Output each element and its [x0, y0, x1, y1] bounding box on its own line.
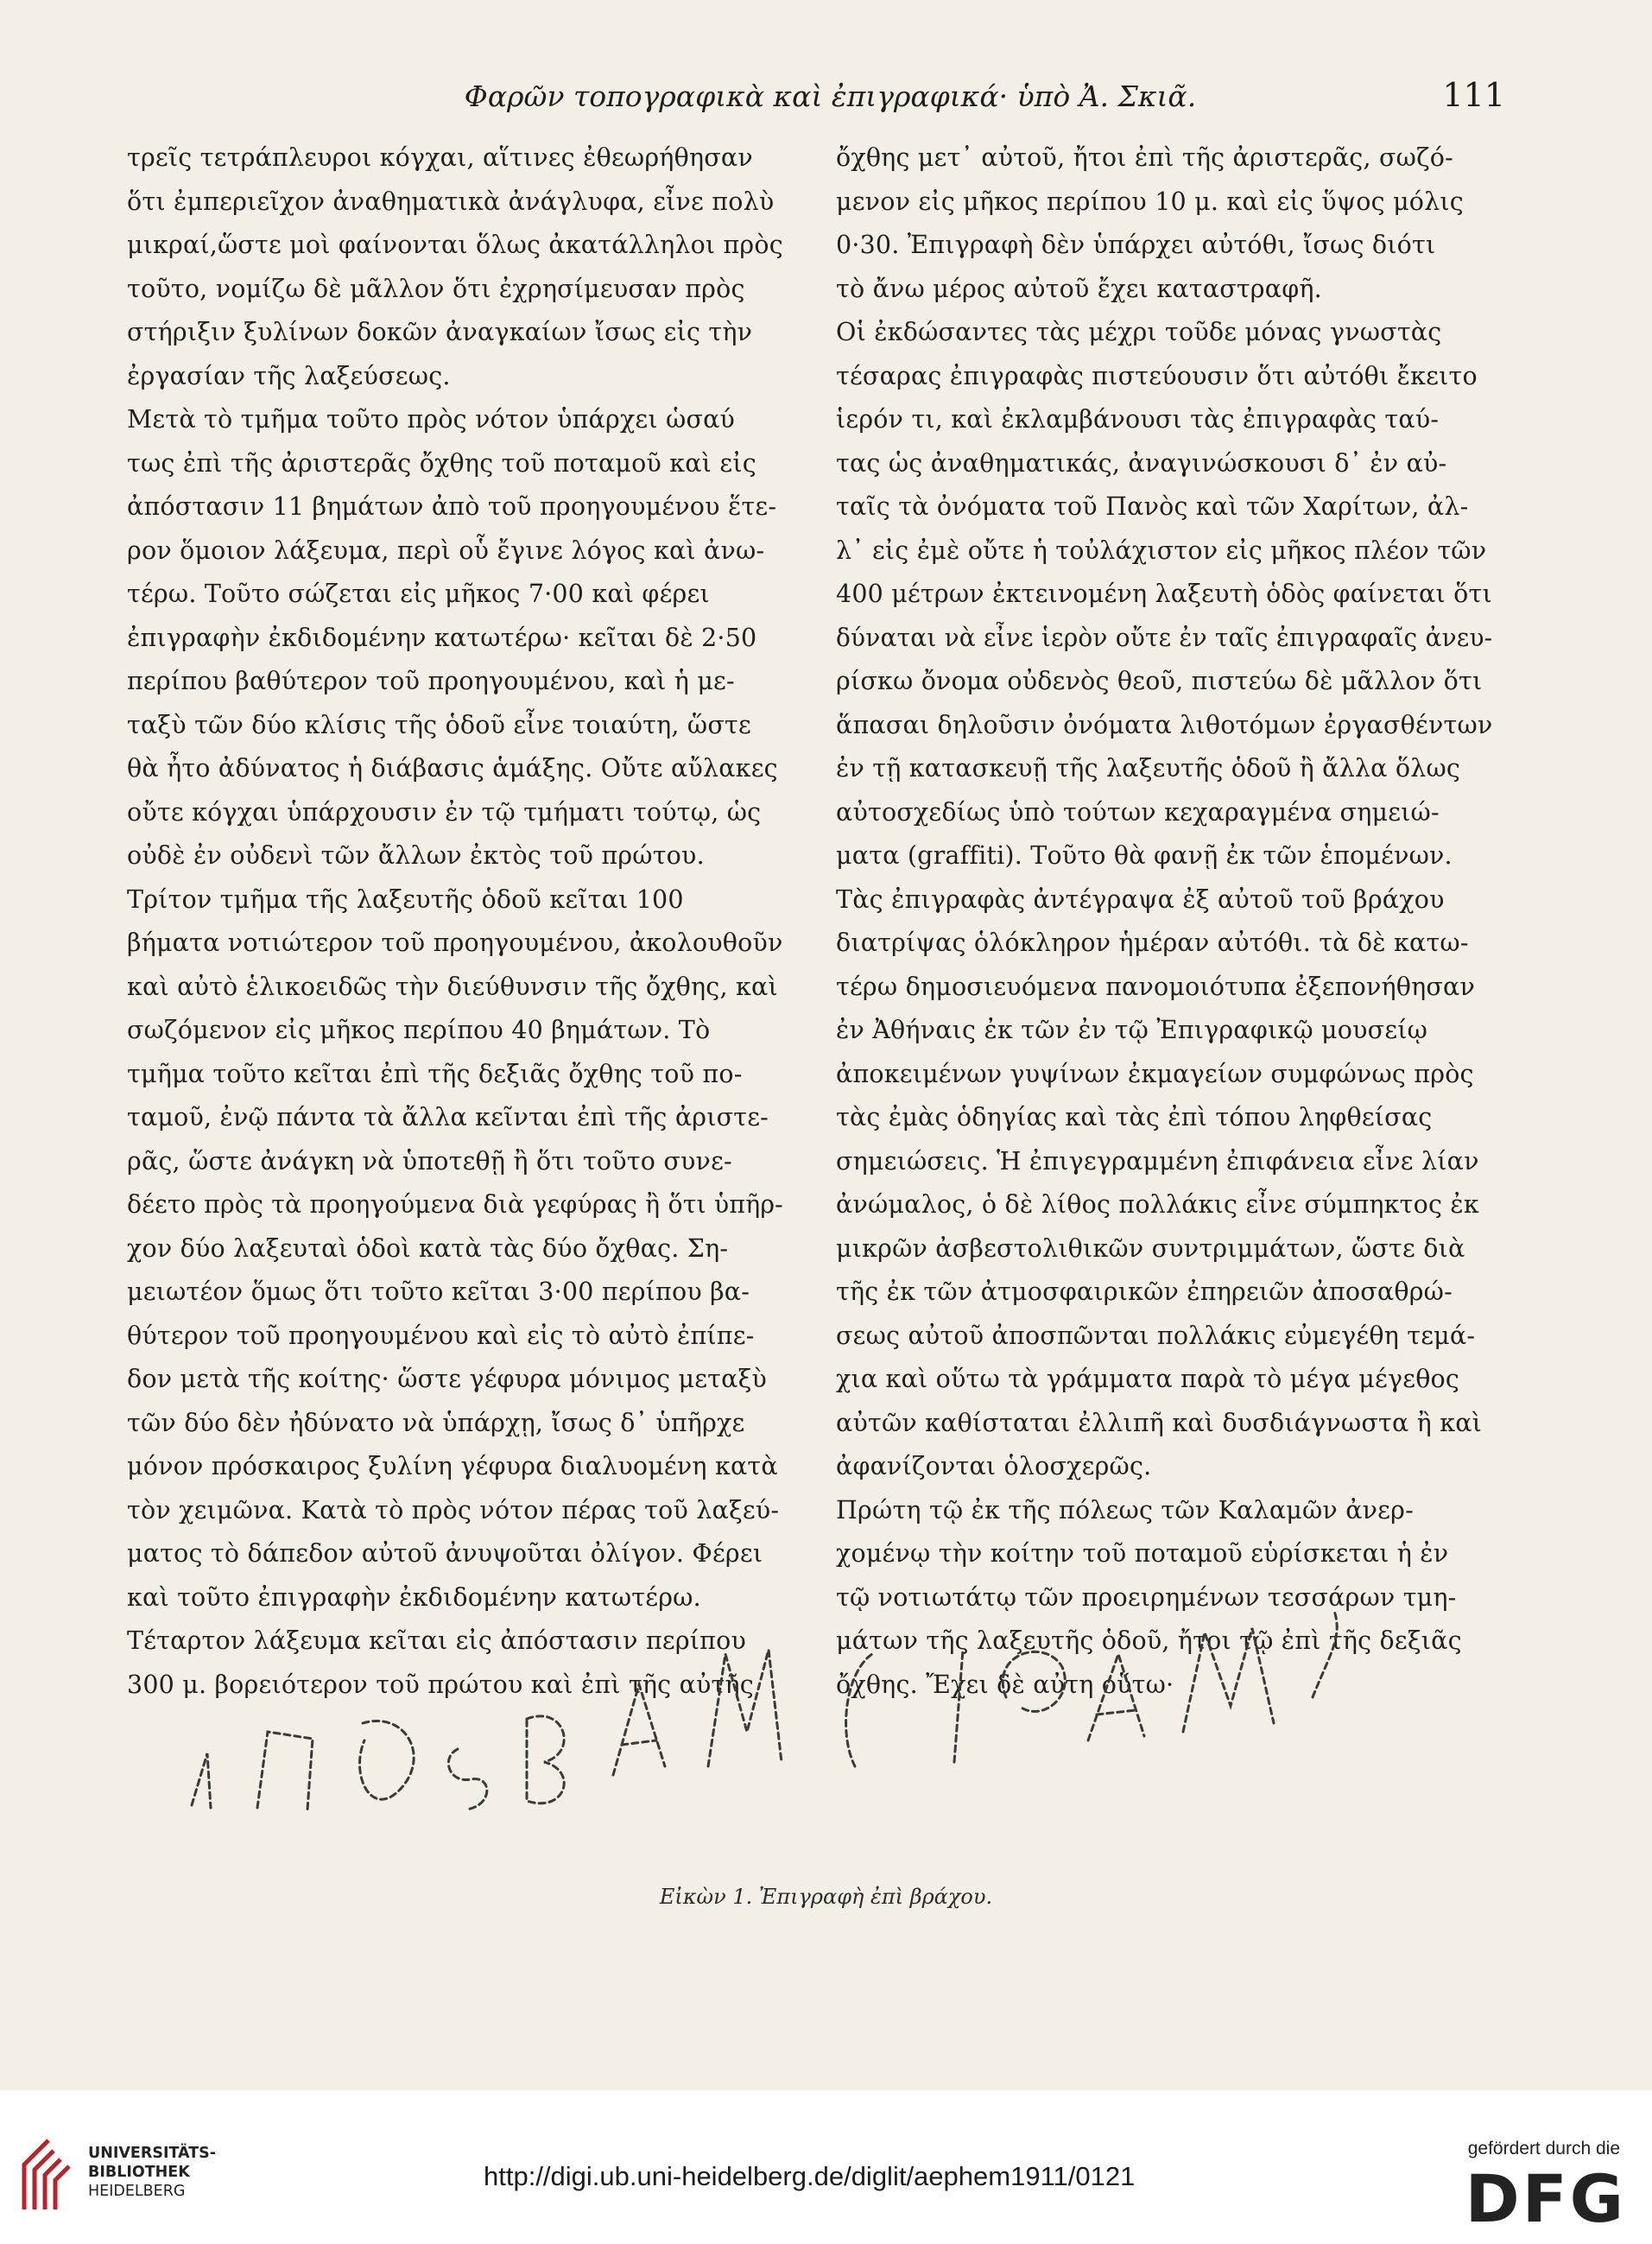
text-line: Τέταρτον λάξευμα κεῖται εἰς ἀπόστασιν περίπου [127, 1626, 746, 1655]
running-header [155, 76, 1505, 124]
text-line: ἀποκειμένων γυψίνων ἐκμαγείων συμφώνως πρὸς [836, 1059, 1474, 1088]
text-line: ὄχθης μετ᾽ αὐτοῦ, ἤτοι ἐπὶ τῆς ἀριστερᾶς, σωζό- [836, 143, 1453, 172]
library-name-line: BIBLIOTHEK [88, 2164, 190, 2181]
page-number: 111 [1442, 76, 1505, 114]
text-line: μόνον πρόσκαιρος ξυλίνη γέφυρα διαλυομένη κατὰ [127, 1452, 778, 1480]
text-line: τέρω δημοσιευόμενα πανομοιότυπα ἐξεπονήθησαν [836, 972, 1476, 1001]
text-line: ἀνώμαλος, ὁ δὲ λίθος πολλάκις εἶνε σύμπηκτος ἐκ [836, 1190, 1479, 1219]
text-line: δον μετὰ τῆς κοίτης· ὥστε γέφυρα μόνιμος μεταξὺ [127, 1365, 768, 1393]
text-line: δύναται νὰ εἶνε ἱερὸν οὔτε ἐν ταῖς ἐπιγραφαῖς ἀνευ- [836, 623, 1493, 652]
text-line: μενον εἰς μῆκος περίπου 10 μ. καὶ εἰς ὕψος μόλις [836, 187, 1464, 216]
text-line: τέσαρας ἐπιγραφὰς πιστεύουσιν ὅτι αὐτόθι ἔκειτο [836, 361, 1478, 390]
text-line: καὶ αὐτὸ ἑλικοειδῶς τὴν διεύθυνσιν τῆς ὄχθης, καὶ [127, 972, 778, 1001]
digitization-footer [0, 2090, 1652, 2244]
inscription-stroke [846, 1654, 872, 1766]
text-line: τὰς ἐμὰς ὁδηγίας καὶ τὰς ἐπὶ τόπου ληφθείσας [836, 1103, 1433, 1132]
text-line: ματα (graffiti). Τοῦτο θὰ φανῇ ἐκ τῶν ἑπομένων. [836, 841, 1453, 870]
text-line: Πρώτη τῷ ἐκ τῆς πόλεως τῶν Καλαμῶν ἀνερ- [836, 1495, 1414, 1525]
text-line: μικρῶν ἀσβεστολιθικῶν συντριμμάτων, ὥστε διὰ [836, 1233, 1465, 1263]
text-line: 400 μέτρων ἐκτεινομένη λαξευτὴ ὁδὸς φαίνεται ὅτι [836, 580, 1492, 608]
text-line: τρεῖς τετράπλευροι κόγχαι, αἵτινες ἐθεωρήθησαν [127, 143, 753, 172]
funded-by-text: gefördert durch die [1467, 2139, 1620, 2158]
text-line: αὐτῶν καθίσταται ἐλλιπῆ καὶ δυσδιάγνωστα ἢ καὶ [836, 1408, 1483, 1437]
text-line: μικραί,ὥστε μοὶ φαίνονται ὅλως ἀκατάλληλοι πρὸς [127, 231, 783, 259]
header-title: Φαρῶν τοπογραφικὰ καὶ ἐπιγραφικά· ὑπὸ Ἀ. Σκιᾶ. [464, 79, 1197, 113]
text-line: χον δύο λαξευταὶ ὁδοὶ κατὰ τὰς δύο ὄχθας. Ση- [127, 1233, 729, 1263]
text-line: ἐργασίαν τῆς λαξεύσεως. [127, 361, 451, 390]
inscription-stroke [1313, 1611, 1337, 1697]
text-line: τὸ ἄνω μέρος αὐτοῦ ἔχει καταστραφῆ. [836, 274, 1322, 303]
inscription-stroke [360, 1721, 415, 1799]
figure-caption: Εἰκὼν 1. Ἐπιγραφὴ ἐπὶ βράχου. [659, 1885, 993, 1909]
text-line: τμῆμα τοῦτο κεῖται ἐπὶ τῆς δεξιᾶς ὄχθης τοῦ πο- [127, 1059, 743, 1088]
text-line: οὐδὲ ἐν οὐδενὶ τῶν ἄλλων ἐκτὸς τοῦ πρώτου. [127, 841, 705, 870]
text-line: τας ὡς ἀναθηματικάς, ἀναγινώσκουσι δ᾽ ἐν αὐ- [836, 448, 1447, 478]
text-line: ἀπόστασιν 11 βημάτων ἀπὸ τοῦ προηγουμένου ἕτε- [127, 492, 777, 521]
library-name-line: UNIVERSITÄTS- [88, 2145, 217, 2162]
text-line: περίπου βαθύτερον τοῦ προηγουμένου, καὶ ἡ με- [127, 667, 735, 695]
inscription-stroke [257, 1732, 313, 1810]
inscription-stroke [527, 1716, 564, 1803]
inscription-stroke [1088, 1654, 1144, 1740]
text-line: σωζόμενον εἰς μῆκος περίπου 40 βημάτων. Τὸ [127, 1016, 711, 1044]
text-line: χομένῳ τὴν κοίτην τοῦ ποταμοῦ εὑρίσκεται ἡ ἐν [836, 1539, 1449, 1568]
inscription-stroke [708, 1650, 782, 1766]
text-line: τοῦτο, νομίζω δὲ μᾶλλον ὅτι ἐχρησίμευσαν πρὸς [127, 274, 745, 303]
text-line: Τὰς ἐπιγραφὰς ἀντέγραψα ἐξ αὐτοῦ τοῦ βράχου [836, 884, 1445, 914]
text-line: Τρίτον τμῆμα τῆς λαξευτῆς ὁδοῦ κεῖται 100 [127, 884, 684, 914]
text-line: ἱερόν τι, καὶ ἐκλαμβάνουσι τὰς ἐπιγραφὰς ταύ- [836, 405, 1440, 434]
inscription-stroke [613, 1684, 665, 1775]
text-line: τως ἐπὶ τῆς ἀριστερᾶς ὄχθης τοῦ ποταμοῦ καὶ εἰς [127, 448, 756, 478]
inscription-stroke [448, 1749, 487, 1810]
text-line: βήματα νοτιώτερον τοῦ προηγουμένου, ἀκολουθοῦν [127, 929, 783, 957]
text-line: τῶν δύο δὲν ἠδύνατο νὰ ὑπάρχῃ, ἴσως δ᾽ ὑπῆρχε [127, 1408, 745, 1437]
text-line: 300 μ. βορειότερον τοῦ πρώτου καὶ ἐπὶ τῆς αὐτῆς [127, 1670, 754, 1699]
text-line: Οἱ ἐκδώσαντες τὰς μέχρι τοῦδε μόνας γνωστὰς [836, 318, 1442, 346]
text-line: ρον ὅμοιον λάξευμα, περὶ οὗ ἔγινε λόγος καὶ ἀνω- [127, 536, 765, 565]
university-library-logo-icon [19, 2135, 76, 2211]
text-line: 0·30. Ἐπιγραφὴ δὲν ὑπάρχει αὐτόθι, ἴσως διότι [836, 231, 1436, 259]
text-line: θύτερον τοῦ προηγουμένου καὶ εἰς τὸ αὐτὸ ἐπίπε- [127, 1321, 755, 1350]
source-url-link[interactable]: http://digi.ub.uni-heidelberg.de/diglit/aephem1911/0121 [484, 2161, 1136, 2191]
text-line: ταξὺ τῶν δύο κλίσις τῆς ὁδοῦ εἶνε τοιαύτη, ὥστε [127, 710, 751, 739]
inscription-stroke [954, 1650, 963, 1762]
text-line: ἐν τῇ κατασκευῇ τῆς λαξευτῆς ὁδοῦ ἢ ἄλλα ὅλως [836, 754, 1461, 783]
text-line: χια καὶ οὕτω τὰ γράμματα παρὰ τὸ μέγα μέγεθος [836, 1365, 1460, 1393]
text-line: Μετὰ τὸ τμῆμα τοῦτο πρὸς νότον ὑπάρχει ὡσαύ [127, 405, 736, 434]
text-line: οὔτε κόγχαι ὑπάρχουσιν ἐν τῷ τμήματι τούτῳ, ὡς [127, 797, 762, 827]
text-line: σημειώσεις. Ἡ ἐπιγεγραμμένη ἐπιφάνεια εἶνε λίαν [836, 1146, 1479, 1176]
text-line: λ᾽ εἰς ἐμὲ οὔτε ἡ τοὐλάχιστον εἰς μῆκος πλέον τῶν [836, 536, 1487, 565]
text-line: μειωτέον ὅμως ὅτι τοῦτο κεῖται 3·00 περίπου βα- [127, 1277, 750, 1306]
text-line: ματος τὸ δάπεδον αὐτοῦ ἀνυψοῦται ὀλίγον. Φέρει [127, 1539, 763, 1568]
text-line: ἅπασαι δηλοῦσιν ὀνόματα λιθοτόμων ἐργασθέντων [836, 710, 1493, 739]
text-line: ἀφανίζονται ὁλοσχερῶς. [836, 1452, 1152, 1480]
text-line: καὶ τοῦτο ἐπιγραφὴν ἐκδιδομένην κατωτέρω. [127, 1582, 701, 1612]
dfg-logo: DFG [1465, 2160, 1626, 2237]
text-line: ἐπιγραφὴν ἐκδιδομένην κατωτέρω· κεῖται δὲ 2·50 [127, 623, 757, 652]
text-line: ὅτι ἐμπεριεῖχον ἀναθηματικὰ ἀνάγλυφα, εἶνε πολὺ [127, 187, 775, 216]
text-line: δέετο πρὸς τὰ προηγούμενα διὰ γεφύρας ἢ ὅτι ὑπῆρ- [127, 1190, 783, 1219]
text-line: ρᾶς, ὥστε ἀνάγκη νὰ ὑποτεθῇ ἢ ὅτι τοῦτο συνε- [127, 1146, 732, 1176]
text-line: ἐν Ἀθήναις ἐκ τῶν ἐν τῷ Ἐπιγραφικῷ μουσείῳ [836, 1016, 1428, 1044]
library-name [88, 2144, 216, 2201]
text-line: τῷ νοτιωτάτῳ τῶν προειρημένων τεσσάρων τμη- [836, 1582, 1457, 1612]
inscription-stroke [192, 1753, 211, 1808]
text-line: σεως αὐτοῦ ἀποσπῶνται πολλάκις εὐμεγέθη τεμά- [836, 1321, 1476, 1350]
text-line: μάτων τῆς λαξευτῆς ὁδοῦ, ἤτοι τῷ ἐπὶ τῆς δεξιᾶς [836, 1626, 1462, 1655]
text-line: ὄχθης. Ἔχει δὲ αὐτη οὕτω· [836, 1670, 1174, 1699]
text-line: θὰ ἦτο ἀδύνατος ἡ διάβασις ἁμάξης. Οὔτε αὔλακες [127, 754, 778, 783]
text-line: στήριξιν ξυλίνων δοκῶν ἀναγκαίων ἴσως εἰς τὴν [127, 318, 753, 346]
text-line: ταμοῦ, ἐνῷ πάντα τὰ ἄλλα κεῖνται ἐπὶ τῆς ἀριστε- [127, 1103, 769, 1132]
text-line: τὸν χειμῶνα. Κατὰ τὸ πρὸς νότον πέρας τοῦ λαξεύ- [127, 1495, 780, 1525]
left-text-column [127, 136, 783, 1707]
right-text-column [836, 136, 1492, 1707]
text-line: ταῖς τὰ ὀνόματα τοῦ Πανὸς καὶ τῶν Χαρίτων, ἀλ- [836, 492, 1469, 521]
text-line: τέρω. Τοῦτο σώζεται εἰς μῆκος 7·00 καὶ φέρει [127, 580, 710, 608]
text-line: τῆς ἐκ τῶν ἀτμοσφαιρικῶν ἐπηρειῶν ἀποσαθρώ- [836, 1277, 1453, 1306]
rock-inscription-figure [173, 1602, 1451, 1827]
text-line: ρίσκω ὄνομα οὐδενὸς θεοῦ, πιστεύω δὲ μᾶλλον ὅτι [836, 667, 1483, 695]
text-line: διατρίψας ὁλόκληρον ἡμέραν αὐτόθι. τὰ δὲ κατω- [836, 929, 1469, 957]
library-name-line: HEIDELBERG [88, 2183, 186, 2200]
inscription-stroke [1183, 1628, 1274, 1732]
inscription-stroke [1003, 1651, 1065, 1711]
text-line: αὐτοσχεδίως ὑπὸ τούτων κεχαραγμένα σημειώ- [836, 797, 1440, 827]
